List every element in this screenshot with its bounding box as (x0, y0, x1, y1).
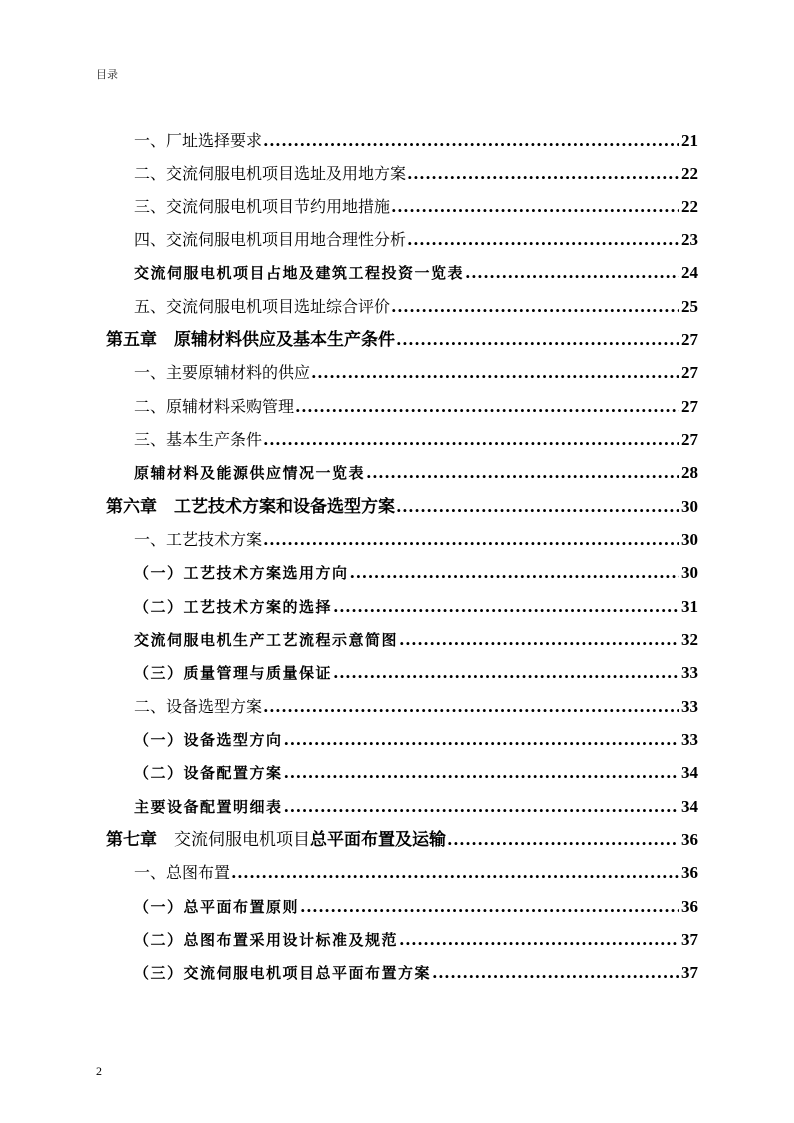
toc-entry-page: 33 (681, 730, 698, 749)
dot-leader (407, 164, 679, 184)
toc-entry-label: （一）工艺技术方案选用方向 (134, 564, 349, 582)
toc-entry-label (106, 830, 446, 850)
dot-leader (300, 897, 679, 917)
toc-entry-label: 四、交流伺服电机项目用地合理性分析 (134, 230, 407, 249)
chapter-title-bold: 总平面布置及运输 (310, 830, 446, 850)
toc-entry[interactable] (134, 384, 698, 417)
toc-entry-page: 32 (681, 630, 698, 649)
toc-entry-page: 34 (681, 797, 698, 816)
toc-entry[interactable] (134, 450, 698, 483)
toc-entry-label: （一）设备选型方向 (134, 731, 283, 749)
toc-entry[interactable] (134, 917, 698, 950)
toc-entry-label: 二、原辅材料采购管理 (134, 397, 295, 416)
dot-leader (333, 663, 679, 683)
toc-entry-label: 三、基本生产条件 (134, 430, 263, 449)
dot-leader (447, 830, 679, 850)
toc-entry[interactable] (134, 650, 698, 683)
dot-leader (231, 863, 679, 883)
dot-leader (350, 563, 679, 583)
toc-entry-page: 33 (681, 697, 698, 716)
toc-entry-page: 24 (681, 263, 698, 282)
toc-entry-label: 五、交流伺服电机项目选址综合评价 (134, 297, 391, 316)
toc-entry[interactable] (134, 184, 698, 217)
toc-entry-page: 27 (681, 363, 698, 382)
toc-entry-label: 原辅材料及能源供应情况一览表 (134, 464, 366, 482)
dot-leader (407, 230, 679, 250)
toc-entry[interactable] (134, 684, 698, 717)
toc-entry-page: 28 (681, 463, 698, 482)
dot-leader (311, 363, 679, 383)
toc-entry[interactable] (134, 350, 698, 383)
dot-leader (391, 297, 679, 317)
toc-entry[interactable] (134, 550, 698, 583)
dot-leader (284, 763, 679, 783)
toc-entry[interactable] (134, 884, 698, 917)
toc-entry-label: （二）工艺技术方案的选择 (134, 598, 333, 616)
toc-entry[interactable] (134, 717, 698, 750)
toc-entry[interactable] (134, 151, 698, 184)
dot-leader (399, 630, 679, 650)
toc-entry-page: 21 (681, 131, 698, 150)
toc-entry-page: 22 (681, 164, 698, 183)
toc-entry-label: 一、工艺技术方案 (134, 530, 263, 549)
toc-entry-page: 37 (681, 930, 698, 949)
toc-entry-page: 33 (681, 663, 698, 682)
toc-entry-label: 交流伺服电机生产工艺流程示意简图 (134, 631, 399, 649)
toc-entry-page: 30 (681, 563, 698, 582)
chapter-number: 第七章 (106, 830, 174, 850)
toc-entry[interactable] (134, 217, 698, 250)
toc-entry[interactable] (134, 584, 698, 617)
dot-leader (263, 430, 679, 450)
toc-entry[interactable] (134, 784, 698, 817)
dot-leader (391, 197, 679, 217)
toc-entry[interactable] (134, 417, 698, 450)
page-number: 2 (96, 1064, 102, 1078)
toc-entry-page: 30 (681, 497, 698, 516)
toc-entry-page: 36 (681, 897, 698, 916)
toc-entry-page: 34 (681, 763, 698, 782)
dot-leader (333, 597, 679, 617)
toc-entry-page: 27 (681, 397, 698, 416)
dot-leader (396, 330, 679, 350)
dot-leader (396, 497, 679, 517)
dot-leader (366, 463, 679, 483)
toc-entry-page: 27 (681, 330, 698, 349)
toc-entry-label: 第六章 工艺技术方案和设备选型方案 (106, 497, 395, 517)
dot-leader (399, 930, 679, 950)
dot-leader (284, 797, 679, 817)
toc-entry-label: 主要设备配置明细表 (134, 798, 283, 816)
toc-entry[interactable] (134, 284, 698, 317)
toc-entry-label: （一）总平面布置原则 (134, 898, 300, 916)
toc-entry[interactable] (134, 950, 698, 983)
toc-entry-page: 22 (681, 197, 698, 216)
toc-entry-label: 第五章 原辅材料供应及基本生产条件 (106, 330, 395, 350)
toc-entry-label: 一、总图布置 (134, 863, 231, 882)
dot-leader (263, 131, 679, 151)
toc-chapter-entry[interactable] (106, 817, 698, 850)
toc-entry[interactable] (134, 517, 698, 550)
toc-entry-label: 一、主要原辅材料的供应 (134, 363, 311, 382)
toc-entry-label: （三）交流伺服电机项目总平面布置方案 (134, 964, 432, 982)
chapter-title-normal: 交流伺服电机项目 (174, 830, 310, 850)
toc-entry[interactable] (134, 850, 698, 883)
toc-entry-page: 36 (681, 863, 698, 882)
toc-entry[interactable] (134, 118, 698, 151)
dot-leader (263, 530, 679, 550)
toc-entry-label: 二、设备选型方案 (134, 697, 263, 716)
dot-leader (295, 397, 679, 417)
toc-entry-label: 三、交流伺服电机项目节约用地措施 (134, 197, 391, 216)
toc-entry-page: 36 (681, 830, 698, 849)
toc-chapter-entry[interactable] (106, 484, 698, 517)
dot-leader (465, 263, 679, 283)
toc-entry[interactable] (134, 750, 698, 783)
toc-chapter-entry[interactable] (106, 317, 698, 350)
running-header: 目录 (96, 68, 118, 81)
toc-entry[interactable] (134, 250, 698, 283)
toc-entry-label: 一、厂址选择要求 (134, 131, 263, 150)
toc-entry-label: （三）质量管理与质量保证 (134, 664, 333, 682)
toc-entry-label: 二、交流伺服电机项目选址及用地方案 (134, 164, 407, 183)
toc-entry-label: （二）总图布置采用设计标准及规范 (134, 931, 399, 949)
toc-entry-page: 23 (681, 230, 698, 249)
toc-entry-label: （二）设备配置方案 (134, 764, 283, 782)
toc-entry-page: 31 (681, 597, 698, 616)
toc-entry-page: 30 (681, 530, 698, 549)
toc-entry[interactable] (134, 617, 698, 650)
toc-entry-page: 27 (681, 430, 698, 449)
dot-leader (263, 697, 679, 717)
toc-entry-page: 25 (681, 297, 698, 316)
dot-leader (432, 963, 679, 983)
toc-entry-label: 交流伺服电机项目占地及建筑工程投资一览表 (134, 264, 465, 282)
dot-leader (284, 730, 679, 750)
toc-entry-page: 37 (681, 963, 698, 982)
